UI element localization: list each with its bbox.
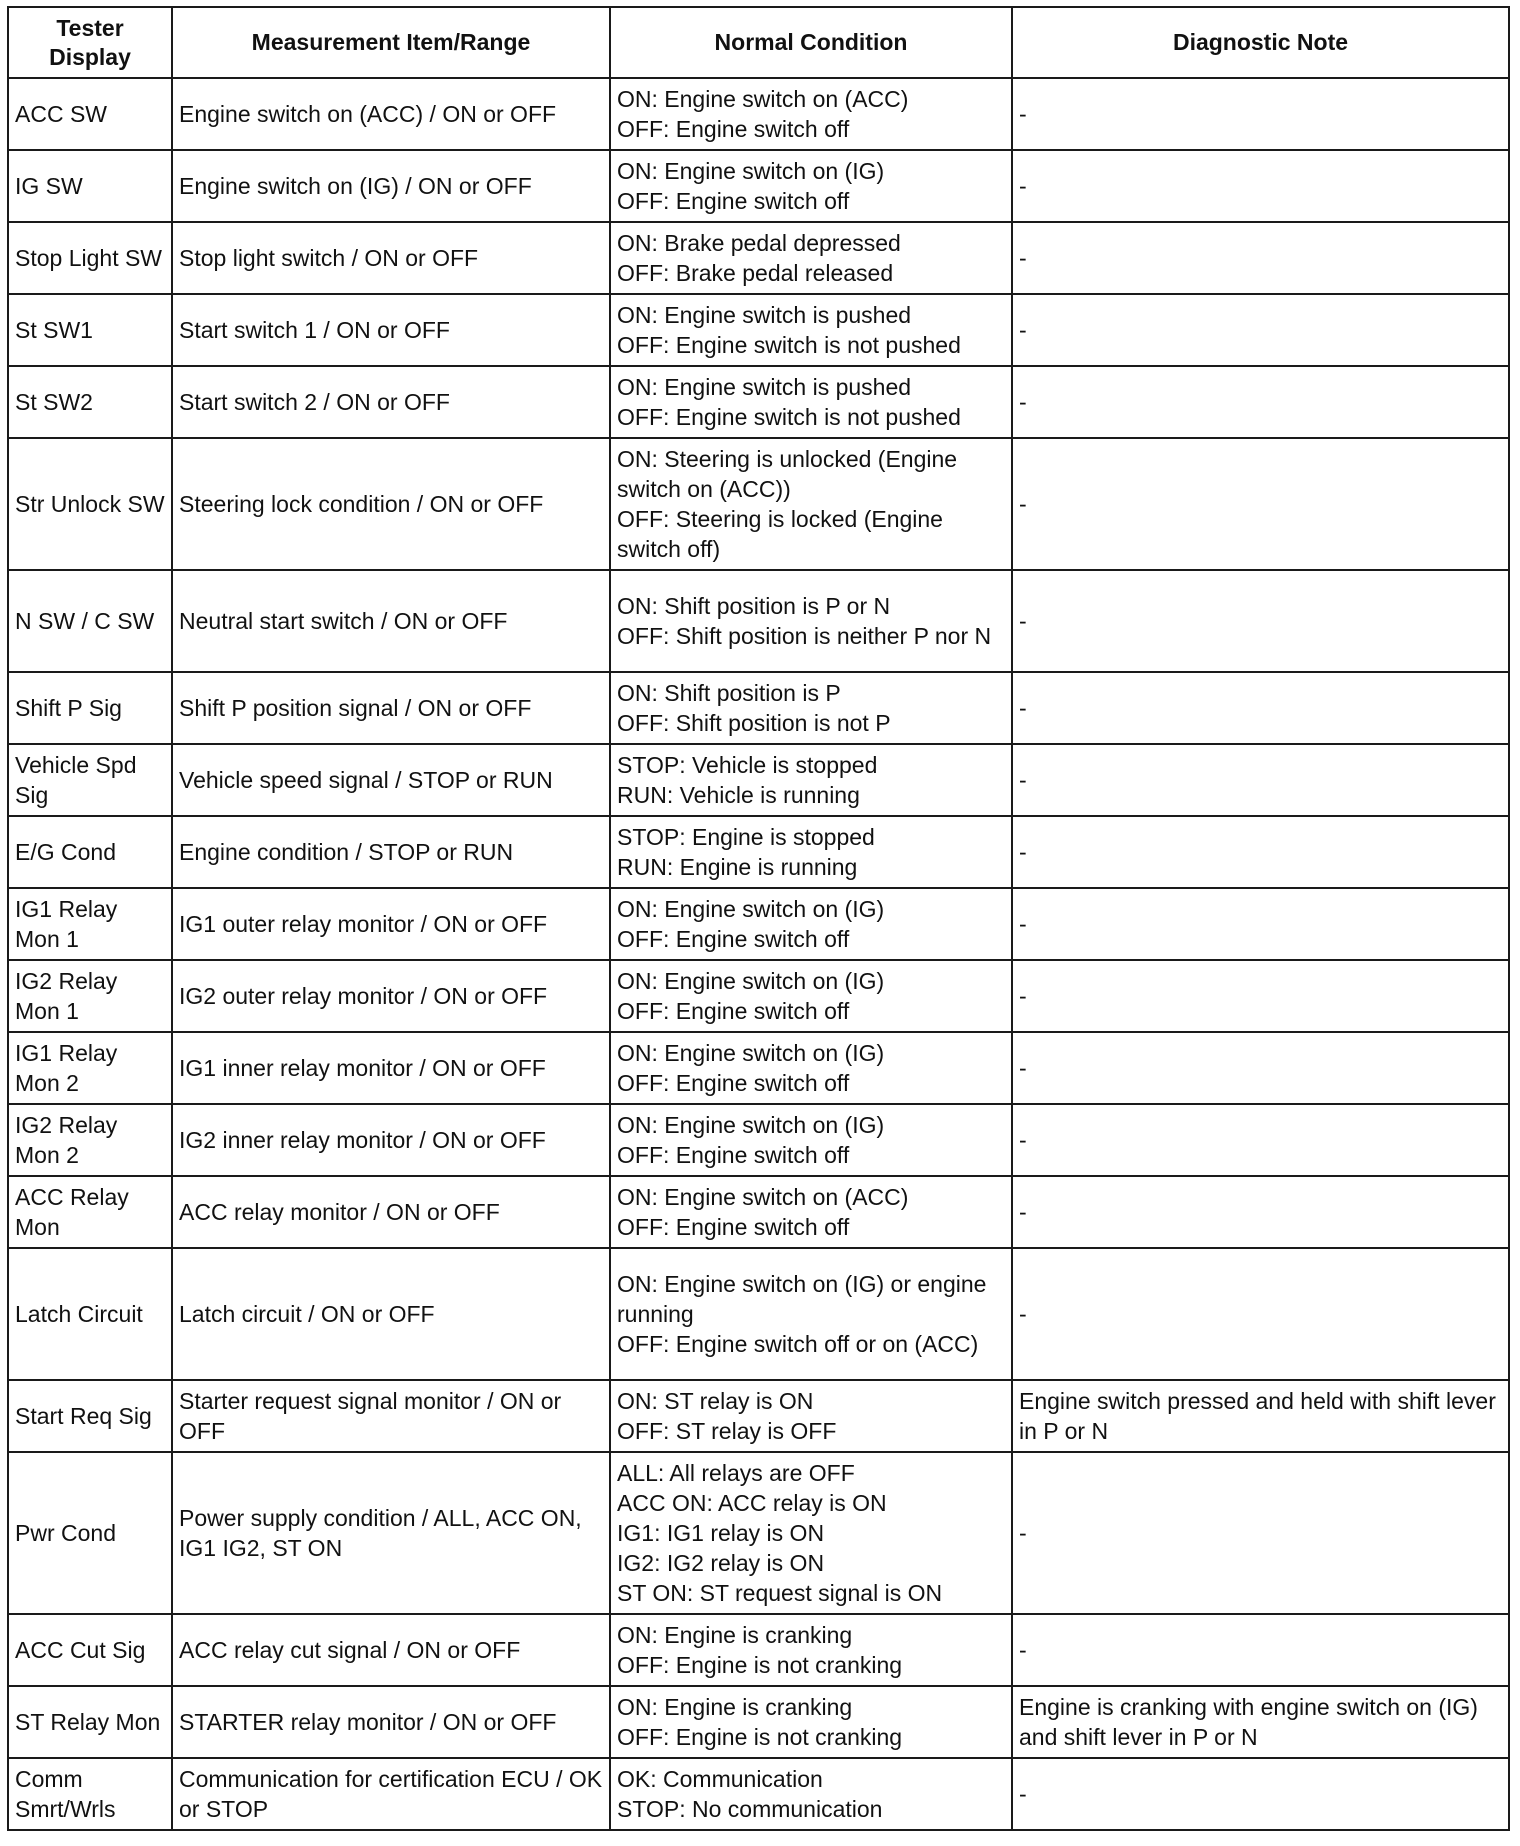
cell-normal-condition xyxy=(610,366,1012,438)
normal-condition-line: STOP: No communication xyxy=(617,1796,883,1822)
cell-diagnostic-note: - xyxy=(1012,294,1509,366)
cell-diagnostic-note: - xyxy=(1012,816,1509,888)
cell-tester-display: Str Unlock SW xyxy=(8,438,172,570)
cell-diagnostic-note: - xyxy=(1012,438,1509,570)
cell-diagnostic-note: - xyxy=(1012,744,1509,816)
table-row xyxy=(8,294,1509,366)
normal-condition-line: OFF: Engine switch off xyxy=(617,998,850,1024)
normal-condition-line: ON: Engine switch is pushed xyxy=(617,302,912,328)
cell-diagnostic-note: - xyxy=(1012,366,1509,438)
normal-condition-line: STOP: Vehicle is stopped xyxy=(617,752,878,778)
cell-normal-condition xyxy=(610,438,1012,570)
table-row xyxy=(8,960,1509,1032)
normal-condition-line: OFF: Engine switch off xyxy=(617,116,850,142)
table-row xyxy=(8,1758,1509,1830)
normal-condition-line: ALL: All relays are OFF xyxy=(617,1460,855,1486)
normal-condition-line: ACC ON: ACC relay is ON xyxy=(617,1490,887,1516)
table-row xyxy=(8,744,1509,816)
cell-tester-display: Vehicle Spd Sig xyxy=(8,744,172,816)
cell-measurement-item: Engine condition / STOP or RUN xyxy=(172,816,610,888)
cell-diagnostic-note: - xyxy=(1012,888,1509,960)
cell-measurement-item: Start switch 2 / ON or OFF xyxy=(172,366,610,438)
cell-tester-display: N SW / C SW xyxy=(8,570,172,672)
normal-condition-line: STOP: Engine is stopped xyxy=(617,824,875,850)
cell-measurement-item: Engine switch on (IG) / ON or OFF xyxy=(172,150,610,222)
cell-diagnostic-note: - xyxy=(1012,1614,1509,1686)
normal-condition-line: ON: Engine switch on (IG) xyxy=(617,968,885,994)
normal-condition-line: OFF: Engine switch is not pushed xyxy=(617,332,961,358)
normal-condition-line: ON: Brake pedal depressed xyxy=(617,230,901,256)
cell-normal-condition xyxy=(610,78,1012,150)
cell-tester-display: St SW1 xyxy=(8,294,172,366)
cell-tester-display: ST Relay Mon xyxy=(8,1686,172,1758)
cell-diagnostic-note: - xyxy=(1012,1758,1509,1830)
cell-normal-condition xyxy=(610,150,1012,222)
cell-normal-condition xyxy=(610,1248,1012,1380)
cell-normal-condition xyxy=(610,1104,1012,1176)
normal-condition-line: ON: Engine switch on (ACC) xyxy=(617,86,909,112)
cell-diagnostic-note: - xyxy=(1012,222,1509,294)
table-row xyxy=(8,150,1509,222)
cell-diagnostic-note: - xyxy=(1012,1452,1509,1614)
normal-condition-line: ON: Shift position is P xyxy=(617,680,841,706)
normal-condition-line: OFF: Engine switch off xyxy=(617,1070,850,1096)
cell-tester-display: St SW2 xyxy=(8,366,172,438)
diagnostic-data-table xyxy=(7,6,1510,1831)
table-row xyxy=(8,672,1509,744)
cell-tester-display: IG2 Relay Mon 1 xyxy=(8,960,172,1032)
cell-normal-condition xyxy=(610,1614,1012,1686)
normal-condition-line: ON: Shift position is P or N xyxy=(617,593,891,619)
cell-normal-condition xyxy=(610,294,1012,366)
normal-condition-line: ON: Engine switch on (IG) xyxy=(617,1112,885,1138)
normal-condition-line: OFF: Engine switch off or on (ACC) xyxy=(617,1331,979,1357)
table-row xyxy=(8,1452,1509,1614)
normal-condition-line: ON: Engine switch on (IG) xyxy=(617,158,885,184)
cell-tester-display: Pwr Cond xyxy=(8,1452,172,1614)
cell-measurement-item: Start switch 1 / ON or OFF xyxy=(172,294,610,366)
normal-condition-line: ON: Engine switch on (IG) or engine running xyxy=(617,1271,993,1327)
cell-measurement-item: Shift P position signal / ON or OFF xyxy=(172,672,610,744)
cell-measurement-item: Communication for certification ECU / OK or STOP xyxy=(172,1758,610,1830)
normal-condition-line: OFF: Shift position is neither P nor N xyxy=(617,623,992,649)
table-row xyxy=(8,570,1509,672)
normal-condition-line: RUN: Vehicle is running xyxy=(617,782,860,808)
table-row xyxy=(8,222,1509,294)
cell-normal-condition xyxy=(610,570,1012,672)
header-normal-condition: Normal Condition xyxy=(610,7,1012,78)
cell-measurement-item: STARTER relay monitor / ON or OFF xyxy=(172,1686,610,1758)
cell-tester-display: E/G Cond xyxy=(8,816,172,888)
cell-normal-condition xyxy=(610,1452,1012,1614)
cell-measurement-item: ACC relay monitor / ON or OFF xyxy=(172,1176,610,1248)
table-row xyxy=(8,1032,1509,1104)
cell-tester-display: Latch Circuit xyxy=(8,1248,172,1380)
normal-condition-line: OFF: Steering is locked (Engine switch off) xyxy=(617,506,950,562)
cell-normal-condition xyxy=(610,672,1012,744)
table-row xyxy=(8,888,1509,960)
normal-condition-line: OFF: Engine is not cranking xyxy=(617,1652,903,1678)
table-row xyxy=(8,1104,1509,1176)
normal-condition-line: ON: Engine is cranking xyxy=(617,1622,853,1648)
cell-diagnostic-note: - xyxy=(1012,570,1509,672)
cell-diagnostic-note: - xyxy=(1012,672,1509,744)
cell-tester-display: ACC SW xyxy=(8,78,172,150)
normal-condition-line: OFF: Engine switch off xyxy=(617,1214,850,1240)
table-row xyxy=(8,816,1509,888)
table-row xyxy=(8,1686,1509,1758)
cell-tester-display: Stop Light SW xyxy=(8,222,172,294)
cell-normal-condition xyxy=(610,1686,1012,1758)
cell-measurement-item: Starter request signal monitor / ON or OFF xyxy=(172,1380,610,1452)
cell-measurement-item: IG2 inner relay monitor / ON or OFF xyxy=(172,1104,610,1176)
table-row xyxy=(8,78,1509,150)
cell-diagnostic-note: - xyxy=(1012,1104,1509,1176)
normal-condition-line: OFF: Engine switch off xyxy=(617,188,850,214)
header-diagnostic-note: Diagnostic Note xyxy=(1012,7,1509,78)
cell-diagnostic-note: - xyxy=(1012,1248,1509,1380)
cell-measurement-item: Neutral start switch / ON or OFF xyxy=(172,570,610,672)
header-row xyxy=(8,7,1509,78)
table-row xyxy=(8,1380,1509,1452)
cell-measurement-item: IG1 outer relay monitor / ON or OFF xyxy=(172,888,610,960)
cell-normal-condition xyxy=(610,1380,1012,1452)
cell-diagnostic-note: - xyxy=(1012,78,1509,150)
cell-diagnostic-note: Engine is cranking with engine switch on (IG) and shift lever in P or N xyxy=(1012,1686,1509,1758)
cell-diagnostic-note: - xyxy=(1012,1176,1509,1248)
normal-condition-line: IG1: IG1 relay is ON xyxy=(617,1520,825,1546)
table-row xyxy=(8,366,1509,438)
cell-normal-condition xyxy=(610,744,1012,816)
cell-tester-display: IG1 Relay Mon 1 xyxy=(8,888,172,960)
normal-condition-line: OFF: Shift position is not P xyxy=(617,710,891,736)
normal-condition-line: IG2: IG2 relay is ON xyxy=(617,1550,825,1576)
cell-diagnostic-note: - xyxy=(1012,150,1509,222)
cell-tester-display: Comm Smrt/Wrls xyxy=(8,1758,172,1830)
cell-measurement-item: Engine switch on (ACC) / ON or OFF xyxy=(172,78,610,150)
normal-condition-line: ON: Engine is cranking xyxy=(617,1694,853,1720)
cell-tester-display: IG1 Relay Mon 2 xyxy=(8,1032,172,1104)
header-tester-display: Tester Display xyxy=(8,7,172,78)
cell-normal-condition xyxy=(610,1758,1012,1830)
normal-condition-line: RUN: Engine is running xyxy=(617,854,858,880)
cell-measurement-item: IG1 inner relay monitor / ON or OFF xyxy=(172,1032,610,1104)
cell-tester-display: ACC Cut Sig xyxy=(8,1614,172,1686)
normal-condition-line: OFF: Engine is not cranking xyxy=(617,1724,903,1750)
cell-measurement-item: Stop light switch / ON or OFF xyxy=(172,222,610,294)
cell-normal-condition xyxy=(610,1032,1012,1104)
normal-condition-line: ST ON: ST request signal is ON xyxy=(617,1580,943,1606)
cell-measurement-item: Vehicle speed signal / STOP or RUN xyxy=(172,744,610,816)
cell-normal-condition xyxy=(610,888,1012,960)
cell-tester-display: IG2 Relay Mon 2 xyxy=(8,1104,172,1176)
cell-tester-display: Start Req Sig xyxy=(8,1380,172,1452)
normal-condition-line: ON: Engine switch on (IG) xyxy=(617,896,885,922)
table-row xyxy=(8,1176,1509,1248)
normal-condition-line: ON: Engine switch on (ACC) xyxy=(617,1184,909,1210)
normal-condition-line: ON: Engine switch is pushed xyxy=(617,374,912,400)
normal-condition-line: OK: Communication xyxy=(617,1766,823,1792)
cell-measurement-item: ACC relay cut signal / ON or OFF xyxy=(172,1614,610,1686)
cell-tester-display: IG SW xyxy=(8,150,172,222)
normal-condition-line: OFF: Engine switch off xyxy=(617,926,850,952)
cell-diagnostic-note: Engine switch pressed and held with shift lever in P or N xyxy=(1012,1380,1509,1452)
table-row xyxy=(8,1614,1509,1686)
cell-measurement-item: Steering lock condition / ON or OFF xyxy=(172,438,610,570)
normal-condition-line: OFF: Engine switch is not pushed xyxy=(617,404,961,430)
cell-tester-display: ACC Relay Mon xyxy=(8,1176,172,1248)
cell-diagnostic-note: - xyxy=(1012,960,1509,1032)
normal-condition-line: ON: Engine switch on (IG) xyxy=(617,1040,885,1066)
table-body xyxy=(8,78,1509,1830)
table-row xyxy=(8,438,1509,570)
normal-condition-line: OFF: ST relay is OFF xyxy=(617,1418,837,1444)
cell-measurement-item: Power supply condition / ALL, ACC ON, IG1 IG2, ST ON xyxy=(172,1452,610,1614)
cell-normal-condition xyxy=(610,222,1012,294)
normal-condition-line: OFF: Brake pedal released xyxy=(617,260,894,286)
normal-condition-line: OFF: Engine switch off xyxy=(617,1142,850,1168)
table-row xyxy=(8,1248,1509,1380)
cell-normal-condition xyxy=(610,816,1012,888)
cell-normal-condition xyxy=(610,1176,1012,1248)
cell-diagnostic-note: - xyxy=(1012,1032,1509,1104)
cell-tester-display: Shift P Sig xyxy=(8,672,172,744)
cell-measurement-item: Latch circuit / ON or OFF xyxy=(172,1248,610,1380)
cell-measurement-item: IG2 outer relay monitor / ON or OFF xyxy=(172,960,610,1032)
normal-condition-line: ON: Steering is unlocked (Engine switch on (ACC)) xyxy=(617,446,964,502)
header-measurement-item: Measurement Item/Range xyxy=(172,7,610,78)
normal-condition-line: ON: ST relay is ON xyxy=(617,1388,814,1414)
cell-normal-condition xyxy=(610,960,1012,1032)
